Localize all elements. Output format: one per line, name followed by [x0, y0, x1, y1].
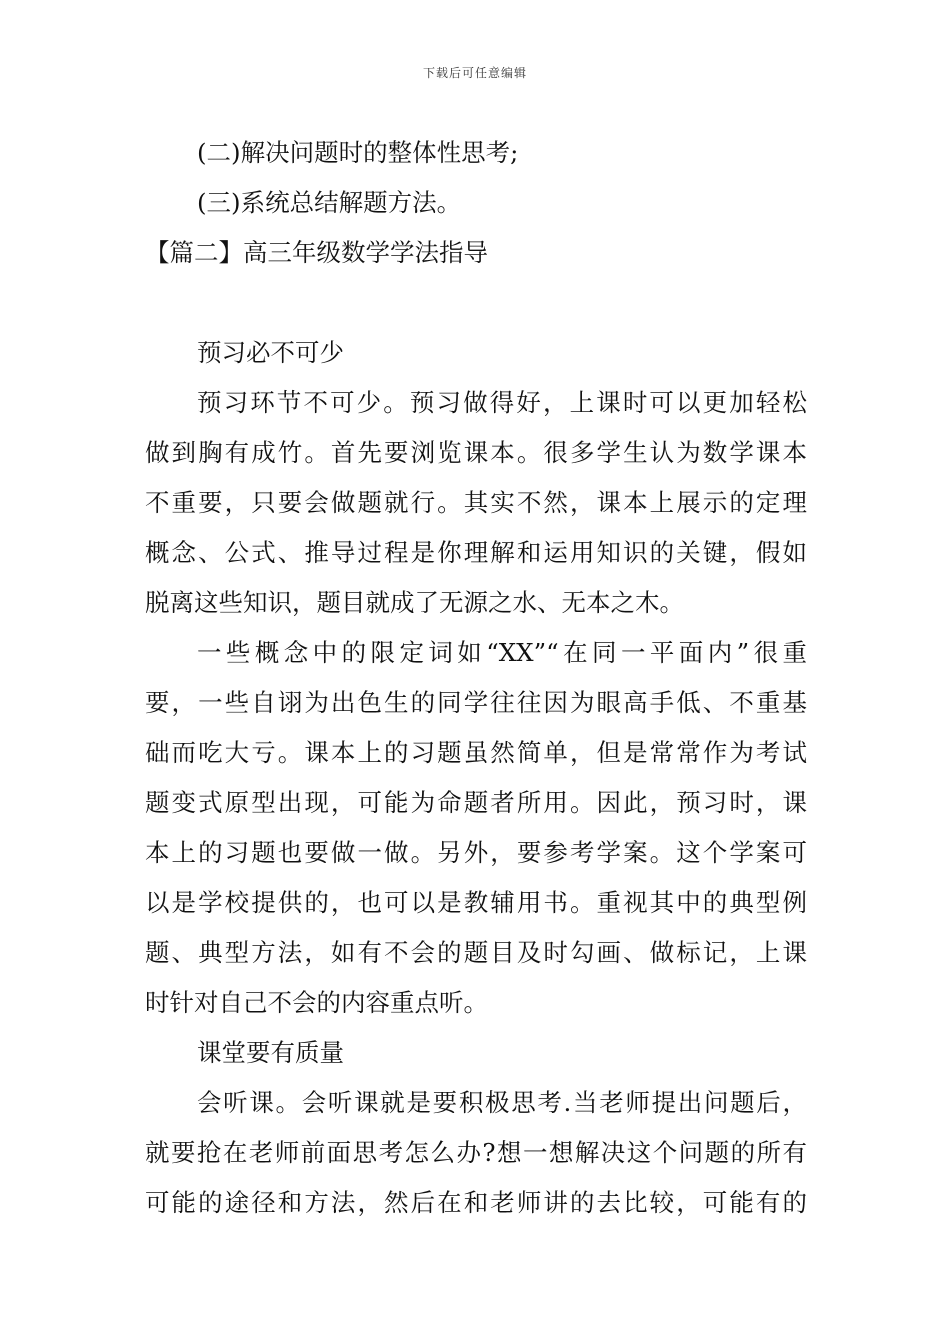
blank-line — [145, 278, 807, 328]
list-item-3: (三)系统总结解题方法。 — [197, 188, 462, 217]
section-title: 【篇二】高三年级数学学法指导 — [145, 238, 488, 267]
paragraph-preview — [145, 378, 807, 628]
paragraph-line: 时针对自己不会的内容重点听。 — [145, 988, 488, 1017]
paragraph-line: 可能的途径和方法，然后在和老师讲的去比较，可能有的 — [145, 1188, 807, 1217]
paragraph-line: 本上的习题也要做一做。另外，要参考学案。这个学案可 — [145, 838, 807, 867]
paragraph-concepts — [145, 628, 807, 1028]
paragraph-line: 预习环节不可少。预习做得好，上课时可以更加轻松 — [197, 388, 807, 417]
heading-preview: 预习必不可少 — [197, 338, 344, 367]
paragraph-line: 脱离这些知识，题目就成了无源之水、无本之木。 — [145, 588, 684, 617]
paragraph-line: 会听课。会听课就是要积极思考.当老师提出问题后， — [197, 1088, 807, 1117]
paragraph-line: 一些概念中的限定词如“XX”“在同一平面内”很重 — [197, 638, 807, 667]
paragraph-line: 题变式原型出现，可能为命题者所用。因此，预习时，课 — [145, 788, 807, 817]
paragraph-line: 做到胸有成竹。首先要浏览课本。很多学生认为数学课本 — [145, 438, 807, 467]
paragraph-line: 题、典型方法，如有不会的题目及时勾画、做标记，上课 — [145, 938, 807, 967]
paragraph-line: 概念、公式、推导过程是你理解和运用知识的关键，假如 — [145, 538, 807, 567]
heading-class-quality: 课堂要有质量 — [197, 1038, 344, 1067]
paragraph-line: 就要抢在老师前面思考怎么办?想一想解决这个问题的所有 — [145, 1138, 807, 1167]
document-body — [145, 128, 807, 1228]
paragraph-line: 以是学校提供的，也可以是教辅用书。重视其中的典型例 — [145, 888, 807, 917]
paragraph-line: 要，一些自诩为出色生的同学往往因为眼高手低、不重基 — [145, 688, 807, 717]
paragraph-line: 不重要，只要会做题就行。其实不然，课本上展示的定理 — [145, 488, 807, 517]
paragraph-line: 础而吃大亏。课本上的习题虽然简单，但是常常作为考试 — [145, 738, 807, 767]
page-header-watermark: 下载后可任意编辑 — [422, 66, 527, 80]
paragraph-listen — [145, 1078, 807, 1228]
list-item-2: (二)解决问题时的整体性思考; — [197, 138, 519, 167]
